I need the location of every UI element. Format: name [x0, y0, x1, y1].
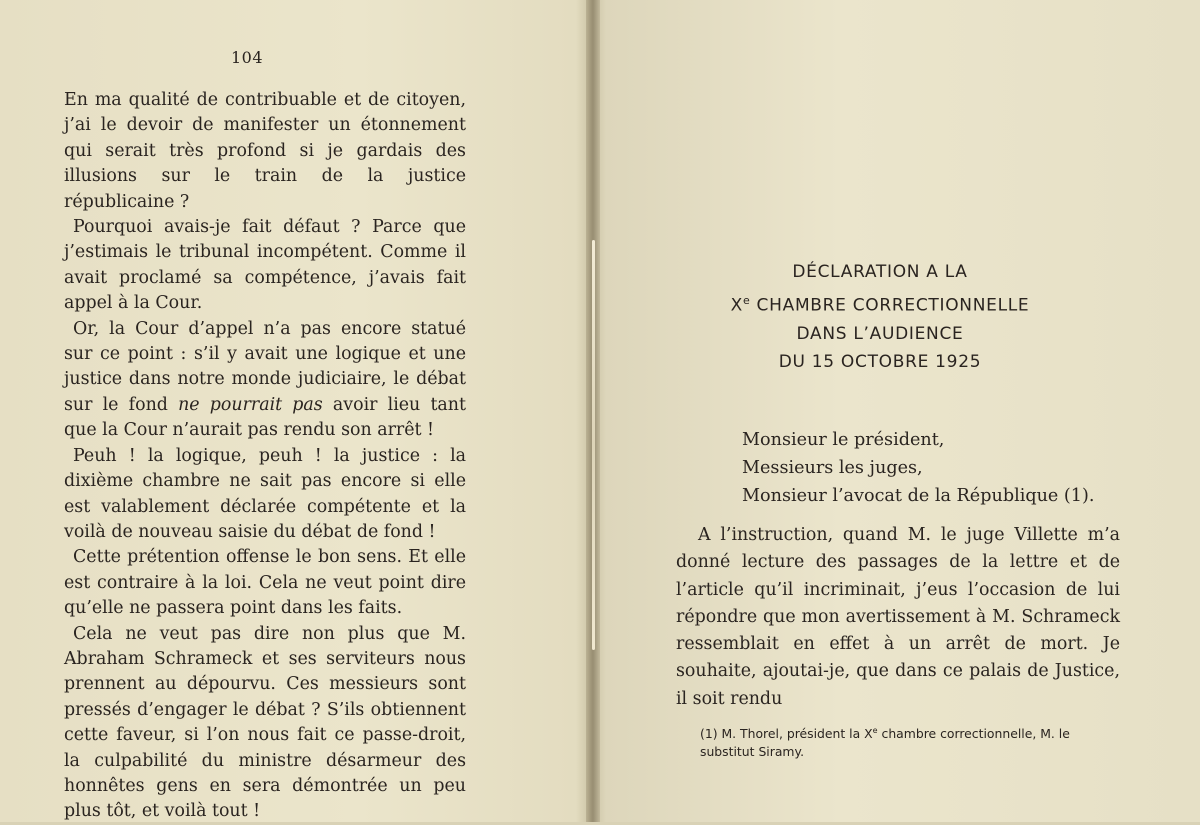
heading-line — [670, 287, 1090, 320]
salutation — [742, 426, 1142, 510]
heading-line: DANS L’AUDIENCE — [796, 323, 964, 344]
right-page-text — [676, 522, 1120, 713]
paragraph: Pourquoi avais-je fait défaut ? Parce que j’estimais le tribunal incompétent. Comme il avait proclamé sa compétence, j’avais fait appel à la Cour. — [64, 217, 466, 314]
page-number: 104 — [231, 48, 264, 67]
left-page-text — [64, 88, 466, 825]
salutation-line: Messieurs les juges, — [742, 458, 923, 478]
superscript: e — [742, 293, 751, 307]
footnote-text: (1) M. Thorel, président la X — [700, 726, 873, 742]
paragraph: Cela ne veut pas dire non plus que M. Abraham Schrameck et ses serviteurs nous prennent au dépourvu. Ces messieurs sont pressés d’engager le débat ? S’ils obtiennent cette faveur, si l’on nous fait ce passe-droit, la culpabilité du ministre désarmeur des honnêtes gens en sera démontrée un peu plus tôt, et voilà tout ! — [64, 623, 466, 822]
heading-text: CHAMBRE CORRECTIONNELLE — [750, 295, 1030, 316]
left-page — [0, 0, 588, 822]
heading-text: X — [730, 295, 743, 316]
footnote-text: chambre correctionnelle, M. le substitut Siramy. — [700, 726, 1070, 760]
superscript: e — [872, 726, 878, 735]
binding-thread — [592, 240, 595, 650]
salutation-line: Monsieur l’avocat de la République (1). — [742, 486, 1095, 506]
footnote — [700, 722, 1120, 761]
salutation-line: Monsieur le président, — [742, 430, 945, 450]
chapter-heading — [670, 258, 1090, 377]
paragraph-text: avoir lieu tant que la Cour n’aurait pas rendu son arrêt ! — [64, 394, 466, 441]
heading-line: DÉCLARATION A LA — [792, 262, 968, 282]
paragraph: A l’instruction, quand M. le juge Villette m’a donné lecture des passages de la lettre et de l’article qu’il incriminait, j’eus l’occasion de lui répondre que mon avertissement à M. Schrameck ressemblait en effet à un arrêt de mort. Je souhaite, ajoutai-je, que dans ce palais de Justice, il soit rendu — [676, 525, 1120, 709]
heading-line: DU 15 OCTOBRE 1925 — [778, 352, 982, 373]
paragraph: En ma qualité de contribuable et de citoyen, j’ai le devoir de manifester un étonnement qui serait très profond si je gardais des illusions sur le train de la justice républicaine ? — [64, 90, 466, 212]
italic-phrase: ne pourrait pas — [178, 394, 323, 415]
paragraph: Peuh ! la logique, peuh ! la justice : la dixième chambre ne sait pas encore si elle est valablement déclarée compétente et la voilà de nouveau saisie du débat de fond ! — [64, 445, 466, 542]
paragraph: Cette prétention offense le bon sens. Et elle est contraire à la loi. Cela ne veut point dire qu’elle ne passera point dans les faits. — [64, 547, 466, 619]
paragraph — [64, 317, 466, 444]
paragraph-text: Or, la Cour d’appel n’a pas encore statué sur ce point : s’il y avait une logique et une justice dans notre monde judiciaire, le débat sur le fond — [64, 318, 466, 415]
